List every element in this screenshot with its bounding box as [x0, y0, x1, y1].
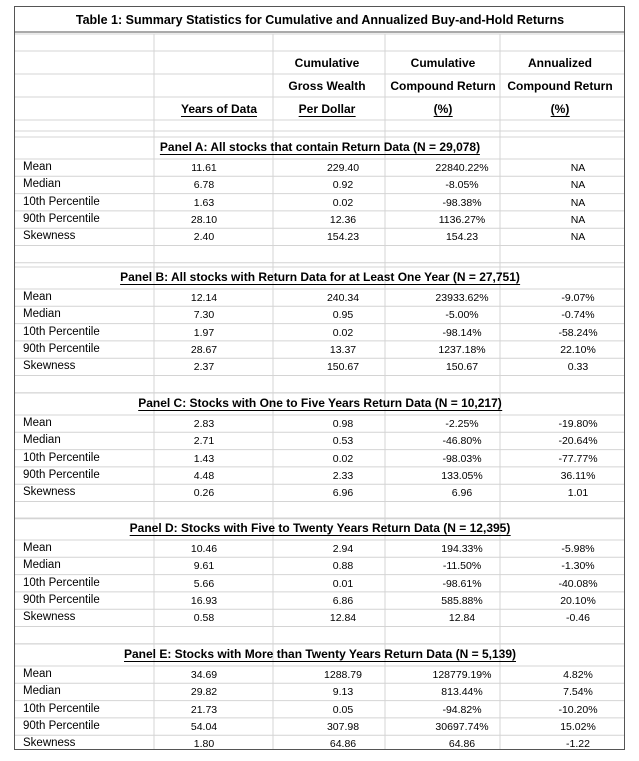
table-cell: 30697.74%	[435, 720, 489, 733]
table-cell: 0.58	[193, 612, 215, 625]
table-cell: -1.30%	[561, 560, 595, 573]
table-cell: 2.40	[193, 231, 215, 244]
table-cell: 16.93	[190, 594, 218, 607]
row-label: 90th Percentile	[23, 719, 100, 732]
table-cell: 6.78	[193, 179, 215, 192]
table-cell: 22.10%	[560, 343, 596, 356]
header-cum-wealth-line3: Per Dollar	[298, 102, 356, 116]
table-cell: 154.23	[326, 231, 360, 244]
table-cell: 2.37	[193, 361, 215, 374]
panel-title: Panel A: All stocks that contain Return Data (N = 29,078)	[159, 140, 481, 154]
table-cell: 12.84	[329, 612, 357, 625]
row-label: Skewness	[23, 360, 76, 373]
header-cum-return-line2: Compound Return	[390, 79, 496, 93]
panel-title: Panel E: Stocks with More than Twenty Years Return Data (N = 5,139)	[123, 647, 517, 661]
table-cell: NA	[570, 213, 586, 226]
table-cell: -98.14%	[442, 326, 482, 339]
table-cell: 12.14	[190, 292, 218, 304]
table-cell: -19.80%	[558, 418, 598, 430]
table-cell: NA	[570, 179, 586, 192]
table-cell: 9.13	[332, 686, 354, 699]
table-cell: -10.20%	[558, 703, 598, 716]
table-cell: 20.10%	[560, 594, 596, 607]
header-cum-return-line3: (%)	[433, 102, 453, 116]
table-cell: -5.98%	[561, 543, 595, 555]
table-cell: 0.02	[332, 452, 354, 465]
table-cell: -98.61%	[442, 577, 482, 590]
table-cell: 4.48	[193, 469, 215, 482]
table-cell: 0.02	[332, 326, 354, 339]
table-title: Table 1: Summary Statistics for Cumulative and Annualized Buy-and-Hold Returns	[75, 13, 565, 27]
row-label: 10th Percentile	[23, 195, 100, 208]
table-cell: 585.88%	[441, 594, 483, 607]
table-cell: 64.86	[329, 738, 357, 751]
table-cell: 0.33	[567, 361, 589, 374]
table-cell: 1.01	[567, 487, 589, 500]
table-cell: 194.33%	[441, 543, 483, 555]
row-label: 90th Percentile	[23, 212, 100, 225]
table-cell: -9.07%	[561, 292, 595, 304]
header-ann-return-line1: Annualized	[527, 56, 593, 70]
table-cell: -8.05%	[445, 179, 479, 192]
row-label: Median	[23, 685, 61, 698]
table-cell: 22840.22%	[435, 162, 489, 174]
table-cell: 0.95	[332, 309, 354, 322]
table-cell: 6.96	[451, 487, 473, 500]
row-label: Skewness	[23, 486, 76, 499]
table-cell: 0.02	[332, 196, 354, 209]
table-cell: -0.74%	[561, 309, 595, 322]
table-cell: 0.88	[332, 560, 354, 573]
table-cell: -98.03%	[442, 452, 482, 465]
row-label: Skewness	[23, 737, 76, 750]
table-cell: 0.01	[332, 577, 354, 590]
header-years-of-data: Years of Data	[180, 102, 258, 116]
header-ann-return-line2: Compound Return	[507, 79, 613, 93]
row-label: Median	[23, 559, 61, 572]
table-cell: 12.84	[448, 612, 476, 625]
table-cell: 2.71	[193, 435, 215, 448]
row-label: Skewness	[23, 230, 76, 243]
row-label: 10th Percentile	[23, 451, 100, 464]
table-cell: 36.11%	[560, 469, 596, 482]
table-cell: 11.61	[191, 162, 217, 174]
row-label: Mean	[23, 291, 52, 303]
table-cell: NA	[570, 196, 586, 209]
row-label: 10th Percentile	[23, 702, 100, 715]
table-cell: 23933.62%	[435, 292, 489, 304]
row-label: Median	[23, 178, 61, 191]
table-cell: -1.22	[566, 738, 590, 751]
row-label: 10th Percentile	[23, 576, 100, 589]
table-cell: 7.30	[193, 309, 215, 322]
table-cell: 0.05	[332, 703, 354, 716]
table-cell: 150.67	[326, 361, 360, 374]
header-cum-wealth-line1: Cumulative	[294, 56, 360, 70]
table-cell: 1237.18%	[438, 343, 486, 356]
table-cell: 54.04	[190, 720, 218, 733]
table-cell: 154.23	[445, 231, 479, 244]
table-cell: -2.25%	[445, 418, 479, 430]
table-cell: 150.67	[445, 361, 479, 374]
table-cell: 133.05%	[441, 469, 483, 482]
table-cell: -77.77%	[558, 452, 598, 465]
table-cell: -58.24%	[558, 326, 598, 339]
table-cell: -98.38%	[442, 196, 482, 209]
table-cell: 1288.79	[324, 669, 362, 681]
table-cell: 5.66	[193, 577, 215, 590]
row-label: 90th Percentile	[23, 593, 100, 606]
table-cell: 2.94	[332, 543, 354, 555]
table-cell: 28.67	[190, 343, 218, 356]
table-cell: 7.54%	[563, 686, 593, 699]
table-cell: -20.64%	[558, 435, 598, 448]
table-cell: 0.92	[332, 179, 354, 192]
table-cell: 1136.27%	[438, 213, 486, 226]
spreadsheet-table	[14, 6, 625, 750]
table-cell: 1.43	[193, 452, 215, 465]
panel-title: Panel B: All stocks with Return Data for at Least One Year (N = 27,751)	[120, 270, 520, 284]
header-cum-wealth-line2: Gross Wealth	[288, 79, 366, 93]
table-cell: 2.83	[193, 418, 215, 430]
table-cell: 6.86	[332, 594, 354, 607]
header-ann-return-line3: (%)	[550, 102, 570, 116]
table-cell: 307.98	[326, 720, 360, 733]
header-cum-return-line1: Cumulative	[410, 56, 476, 70]
table-cell: 6.96	[332, 487, 354, 500]
row-label: Skewness	[23, 611, 76, 624]
cell-gridlines	[15, 7, 624, 749]
table-cell: 29.82	[190, 686, 218, 699]
table-cell: 15.02%	[560, 720, 596, 733]
row-label: 10th Percentile	[23, 325, 100, 338]
table-cell: NA	[570, 231, 586, 244]
table-cell: 9.61	[193, 560, 215, 573]
table-cell: 0.53	[332, 435, 354, 448]
row-label: Median	[23, 434, 61, 447]
table-cell: -46.80%	[442, 435, 482, 448]
table-cell: 813.44%	[441, 686, 483, 699]
panel-title: Panel D: Stocks with Five to Twenty Years Return Data (N = 12,395)	[129, 521, 511, 535]
panel-title: Panel C: Stocks with One to Five Years Return Data (N = 10,217)	[138, 396, 502, 410]
table-cell: 2.33	[332, 469, 354, 482]
table-cell: NA	[570, 162, 586, 174]
table-cell: 240.34	[326, 292, 360, 304]
table-cell: 28.10	[190, 213, 218, 226]
table-cell: 128779.19%	[432, 669, 492, 681]
table-cell: -40.08%	[558, 577, 598, 590]
table-cell: 10.46	[190, 543, 218, 555]
table-cell: 0.98	[332, 418, 354, 430]
row-label: Mean	[23, 161, 52, 173]
row-label: 90th Percentile	[23, 342, 100, 355]
table-cell: 0.26	[193, 487, 215, 500]
table-cell: -5.00%	[445, 309, 479, 322]
table-cell: 12.36	[329, 213, 357, 226]
table-cell: 1.80	[193, 738, 215, 751]
table-cell: 13.37	[329, 343, 357, 356]
table-cell: -0.46	[566, 612, 590, 625]
table-cell: 4.82%	[563, 669, 593, 681]
table-cell: 21.73	[190, 703, 218, 716]
table-cell: 64.86	[448, 738, 476, 751]
row-label: Mean	[23, 668, 52, 680]
row-label: Median	[23, 308, 61, 321]
table-cell: 1.63	[193, 196, 215, 209]
table-cell: -94.82%	[442, 703, 482, 716]
row-label: 90th Percentile	[23, 468, 100, 481]
table-cell: 229.40	[326, 162, 360, 174]
row-label: Mean	[23, 417, 52, 429]
table-cell: -11.50%	[442, 560, 482, 573]
table-cell: 1.97	[193, 326, 215, 339]
row-label: Mean	[23, 542, 52, 554]
table-cell: 34.69	[190, 669, 218, 681]
